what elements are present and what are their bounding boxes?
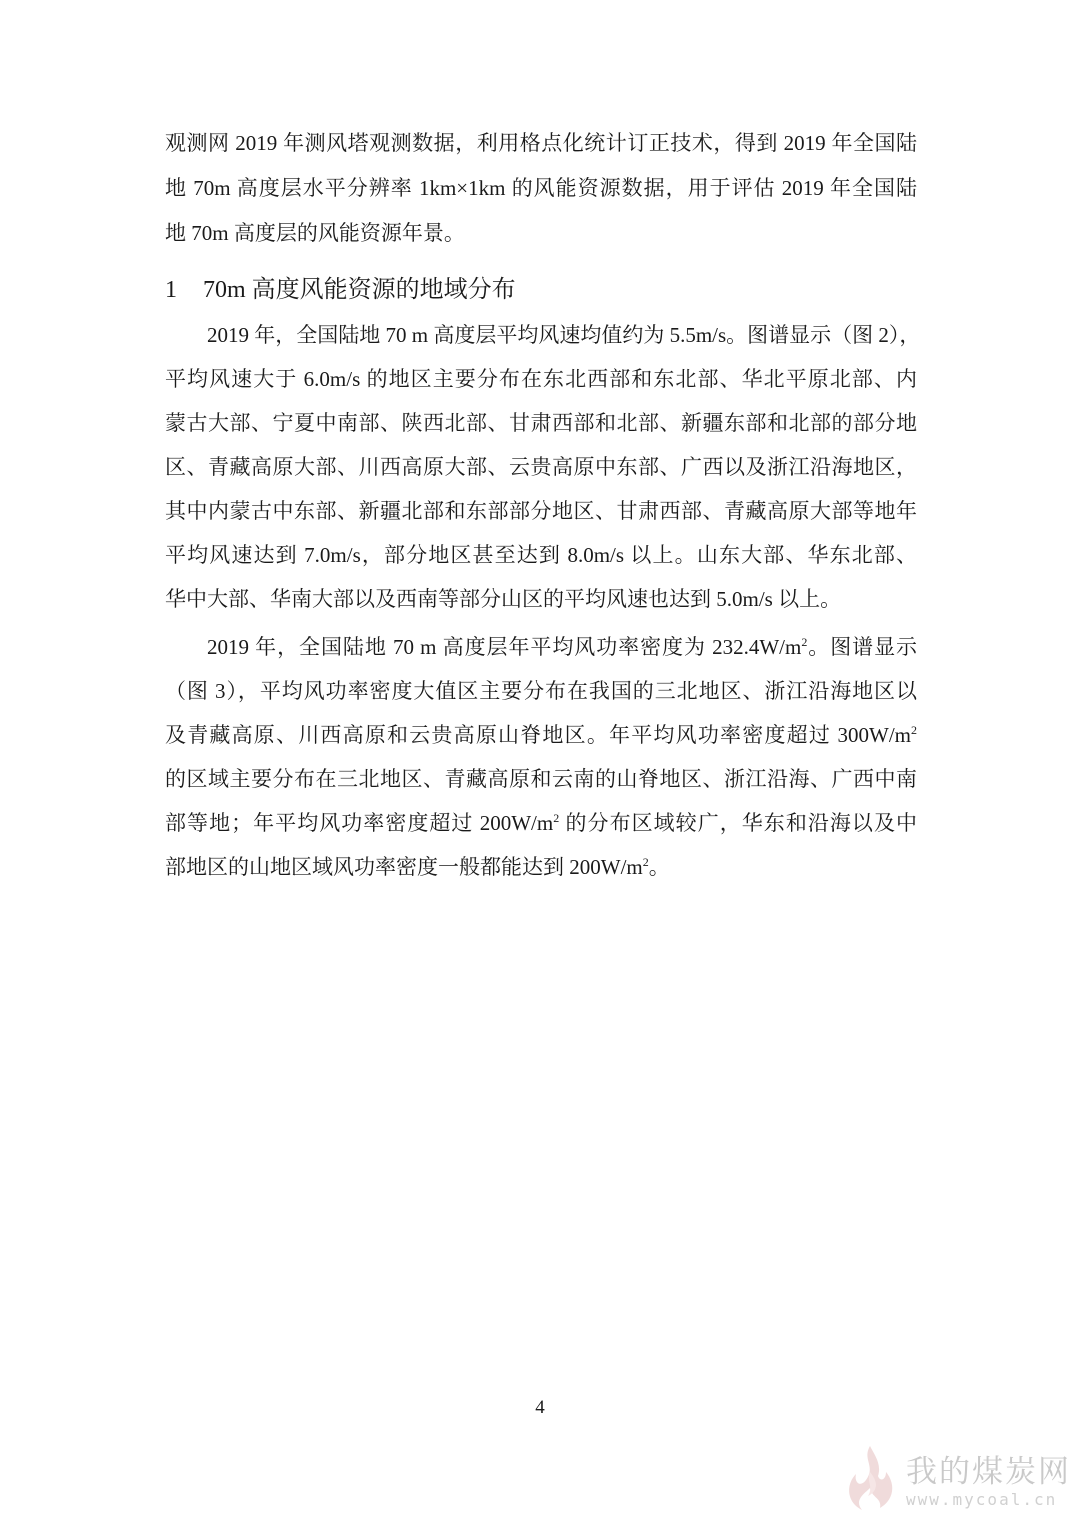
power-density-line-5-text: 部等地；年平均风功率密度超过 200W/m (165, 811, 554, 835)
power-density-line-3-text: 及青藏高原、川西高原和云贵高原山脊地区。年平均风功率密度超过 300W/m (165, 723, 911, 747)
wind-speed-line-7: 华中大部、华南大部以及西南等部分山区的平均风速也达到 5.0m/s 以上。 (165, 587, 842, 611)
power-density-line-6-suffix: 。 (648, 855, 670, 879)
watermark (840, 1440, 1070, 1520)
power-density-line-4: 的区域主要分布在三北地区、青藏高原和云南的山脊地区、浙江沿海、广西中南 (165, 767, 917, 791)
page-number: 4 (535, 1397, 545, 1418)
power-density-line-1-text: 2019 年，全国陆地 70 m 高度层年平均风功率密度为 232.4W/m (207, 635, 802, 659)
section-title: 70m 高度风能资源的地域分布 (203, 277, 516, 303)
power-density-line-1-suffix: 。图谱显示 (807, 635, 918, 659)
power-density-line-6 (165, 852, 917, 882)
watermark-site-name: 我的煤炭网 (906, 1454, 1071, 1489)
wind-speed-line-4: 区、青藏高原大部、川西高原大部、云贵高原中东部、广西以及浙江沿海地区， (165, 455, 917, 479)
power-density-line-5-suffix: 的分布区域较广，华东和沿海以及中 (559, 811, 917, 835)
wind-speed-line-5: 其中内蒙古中东部、新疆北部和东部部分地区、甘肃西部、青藏高原大部等地年 (165, 499, 917, 523)
intro-line-2: 地 70m 高度层水平分辨率 1km×1km 的风能资源数据，用于评估 2019 年全国陆 (165, 176, 917, 200)
wind-speed-line-6: 平均风速达到 7.0m/s，部分地区甚至达到 8.0m/s 以上。山东大部、华东北部、 (165, 543, 917, 567)
wind-speed-line-2: 平均风速大于 6.0m/s 的地区主要分布在东北西部和东北部、华北平原北部、内 (165, 367, 917, 391)
wind-speed-line-1: 2019 年，全国陆地 70 m 高度层平均风速均值约为 5.5m/s。图谱显示（图 2）， (207, 323, 921, 347)
intro-line-1: 观测网 2019 年测风塔观测数据，利用格点化统计订正技术，得到 2019 年全国陆 (165, 131, 917, 155)
wind-speed-line-3: 蒙古大部、宁夏中南部、陕西北部、甘肃西部和北部、新疆东部和北部的部分地 (165, 411, 917, 435)
power-density-line-1 (207, 632, 917, 662)
flame-logo-icon (840, 1442, 900, 1514)
power-density-line-6-text: 部地区的山地区域风功率密度一般都能达到 200W/m (165, 855, 643, 879)
superscript-2: 2 (801, 635, 808, 649)
superscript-2: 2 (642, 855, 649, 869)
section-number: 1 (165, 277, 177, 303)
intro-line-3: 地 70m 高度层的风能资源年景。 (165, 221, 465, 245)
superscript-2: 2 (553, 811, 560, 825)
section-heading (165, 274, 516, 306)
power-density-line-2: （图 3），平均风功率密度大值区主要分布在我国的三北地区、浙江沿海地区以 (165, 679, 917, 703)
superscript-2: 2 (911, 723, 917, 737)
power-density-line-5 (165, 808, 917, 838)
power-density-line-3 (165, 720, 917, 750)
watermark-url: www.mycoal.cn (906, 1490, 1058, 1509)
